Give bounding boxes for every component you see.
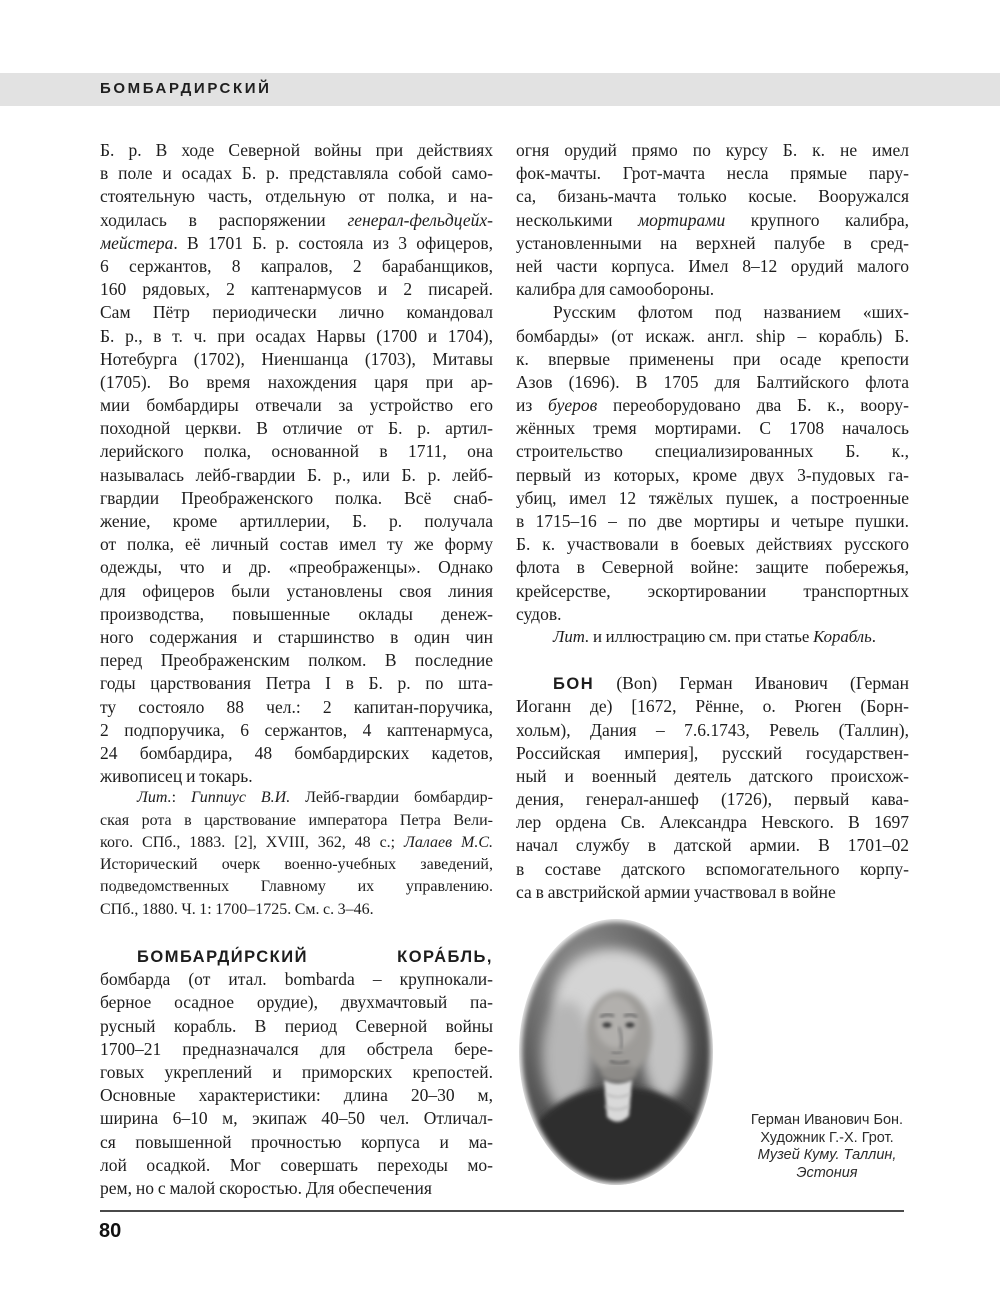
text-line: крейсерстве, эскортировании транспортных: [516, 580, 909, 601]
text-line: ская рота в царствование императора Петра Вели-: [100, 811, 493, 829]
text-line: из буеров переоборудовано два Б. к., воору-: [516, 395, 909, 416]
text-line: походной церкви. В отличие от Б. р. артил-: [100, 418, 493, 439]
text-line: лерийского полка, основанной в 1711, она: [100, 441, 493, 462]
text-line: Нотебурга (1702), Ниеншанца (1703), Митавы: [100, 348, 493, 369]
text-line: Иоганн де) [1672, Рённе, о. Рюген (Борн-: [516, 696, 909, 717]
text-line: Исторический очерк военно-учебных заведений,: [100, 856, 493, 874]
text-line: лой осадкой. Мог совершать переходы мо-: [100, 1154, 493, 1175]
text-line: в поле и осадах Б. р. представляла собой само-: [100, 163, 493, 184]
text-line: Лит.: Гиппиус В.И. Лейб-гвардии бомбардир-: [137, 789, 493, 807]
text-line: годы царствования Петра I в Б. р. по шта-: [100, 673, 493, 694]
text-line: производства, повышенные оклады денеж-: [100, 603, 493, 624]
text-line: судов.: [516, 603, 562, 624]
text-line: 160 рядовых, 2 каптенармусов и 2 писарей.: [100, 279, 493, 300]
text-line: 2 подпоручика, 6 сержантов, 4 каптенармуса,: [100, 719, 493, 740]
text-line: несколькими мортирами крупного калибра,: [516, 209, 909, 230]
text-line: кого. СПб., 1883. [2], XVIII, 362, 48 с.; Лалаев М.С.: [100, 833, 493, 851]
portrait-figure: [516, 918, 928, 1188]
text-line: от полка, её личный состав имел ту же форму: [100, 534, 493, 555]
text-line: строительство специализированных Б. к.,: [516, 441, 909, 462]
text-line: хольм), Дания – 7.6.1743, Ревель (Таллин),: [516, 719, 909, 740]
text-line: называлась лейб-гвардии Б. р., или Б. р. лейб-: [100, 464, 493, 485]
text-line: Азов (1696). В 1705 для Балтийского флота: [516, 371, 909, 392]
text-line: стоятельную часть, отдельную от полка, и на-: [100, 186, 493, 207]
text-line: бомбарда (от итал. bombarda – крупнокали-: [100, 969, 493, 990]
text-line: мии бомбардиры отвечали за устройство его: [100, 395, 493, 416]
text-line: первый из которых, кроме двух 3-пудовых га-: [516, 464, 909, 485]
text-line: СПб., 1880. Ч. 1: 1700–1725. См. с. 3–46.: [100, 900, 374, 918]
text-line: ширина 6–10 м, экипаж 40–50 чел. Отличал-: [100, 1108, 493, 1129]
text-line: ся повышенной прочностью корпуса и ма-: [100, 1131, 493, 1152]
running-header: [0, 73, 1000, 106]
paragraph: [516, 140, 909, 302]
text-line: говых укреплений и приморских крепостей.: [100, 1061, 493, 1082]
page-number: 80: [99, 1220, 122, 1242]
paragraph: [100, 140, 493, 789]
text-line: ту состояло 88 чел.: 2 капитан-поручика,: [100, 696, 493, 717]
text-line: Русским флотом под названием «ших-: [553, 302, 909, 323]
text-line: Основные характеристики: длина 20–30 м,: [100, 1085, 493, 1106]
caption-line: Герман Иванович Бон.: [750, 1112, 904, 1128]
text-line: в составе датского вспомогательного корпу-: [516, 858, 909, 879]
text-line: БОМБАРДИ́РСКИЙ КОРА́БЛЬ,: [137, 948, 493, 967]
left-column: [100, 140, 493, 1201]
text-line: 1700–21 предназначался для обстрела бере-: [100, 1038, 493, 1059]
text-line: (1705). Во время нахождения царя при ар-: [100, 371, 493, 392]
text-line: Б. р. В ходе Северной войны при действиях: [100, 140, 493, 160]
text-line: для офицеров были установлены своя линия: [100, 580, 493, 601]
text-line: к. впервые применены при осаде крепости: [516, 348, 909, 369]
text-line: Российская империя], русский государствен-: [516, 742, 909, 763]
text-line: калибра для самообороны.: [516, 279, 715, 300]
paragraph: [516, 627, 909, 650]
text-line: мейстера. В 1701 Б. р. состояла из 3 офицеров,: [100, 232, 493, 253]
text-line: гвардии Преображенского полка. Всё снаб-: [100, 487, 493, 508]
text-line: 6 сержантов, 8 капралов, 2 барабанщиков,: [100, 255, 493, 276]
text-line: одежды, что и др. «преображенцы». Однако: [100, 557, 493, 578]
text-line: начал службу в датской армии. В 1701–02: [516, 835, 909, 856]
text-line: ходилась в распоряжении генерал-фельдцейх-: [100, 209, 493, 230]
text-line: Б. р., в т. ч. при осадах Нарвы (1700 и 1704),: [100, 325, 493, 346]
text-line: са в австрийской армии участвовал в войне: [516, 881, 836, 902]
text-line: живописец и токарь.: [100, 766, 253, 787]
text-line: флота в Северной войне: защите побережья,: [516, 557, 909, 578]
portrait-image: [518, 918, 714, 1186]
text-line: жение, кроме артиллерии, Б. р. получала: [100, 511, 493, 531]
text-line: БОН (Bon) Герман Иванович (Герман: [553, 673, 909, 694]
right-column: [516, 140, 909, 905]
text-line: 24 бомбардира, 48 бомбардирских кадетов,: [100, 742, 493, 763]
text-line: берное осадное орудие), двухмачтовый па-: [100, 992, 493, 1013]
text-line: Сам Пётр периодически лично командовал: [100, 302, 493, 323]
text-line: ный и военный деятель датского происхож-: [516, 765, 909, 786]
text-line: ного содержания и старшинство в один чин: [100, 626, 493, 647]
text-line: фок-мачты. Грот-мачта несла прямые пару-: [516, 163, 909, 184]
text-line: Б. к. участвовали в боевых действиях русского: [516, 534, 909, 555]
caption-line: Художник Г.-Х. Грот.: [760, 1129, 894, 1146]
text-line: рем, но с малой скоростью. Для обеспечения: [100, 1177, 432, 1198]
text-line: са, бизань-мачта только косые. Вооружался: [516, 186, 909, 207]
paragraph: [516, 302, 909, 627]
text-line: ней части корпуса. Имел 8–12 орудий малого: [516, 255, 909, 276]
text-line: бомбарды» (от искаж. англ. ship – корабль) Б.: [516, 325, 909, 346]
paragraph: [100, 946, 493, 1201]
paragraph: [516, 673, 909, 905]
text-line: Лит. и иллюстрацию см. при статье Корабль.: [553, 626, 876, 646]
text-line: в 1715–16 – по две мортиры и четыре пушки.: [516, 511, 909, 531]
text-line: дения, генерал-аншеф (1726), первый кава-: [516, 789, 909, 810]
text-line: жённых тремя мортирами. С 1708 началось: [516, 418, 909, 439]
caption-line: Эстония: [796, 1164, 858, 1181]
text-line: убиц, имел 12 тяжёлых пушек, а построенные: [516, 487, 909, 508]
paragraph: [100, 789, 493, 923]
text-line: перед Преображенским полком. В последние: [100, 650, 493, 671]
footer-divider: [100, 1210, 904, 1212]
text-line: огня орудий прямо по курсу Б. к. не имел: [516, 140, 909, 160]
text-line: лер ордена Св. Александра Невского. В 1697: [516, 812, 909, 833]
text-line: установленными на верхней палубе в сред-: [516, 232, 909, 253]
portrait-caption: [722, 1112, 932, 1182]
text-line: русный корабль. В период Северной войны: [100, 1015, 493, 1036]
text-line: подведомственных Главному их управлению.: [100, 878, 493, 896]
caption-line: Музей Куму. Таллин,: [757, 1147, 897, 1164]
running-header-title: БОМБАРДИРСКИЙ: [100, 80, 272, 97]
